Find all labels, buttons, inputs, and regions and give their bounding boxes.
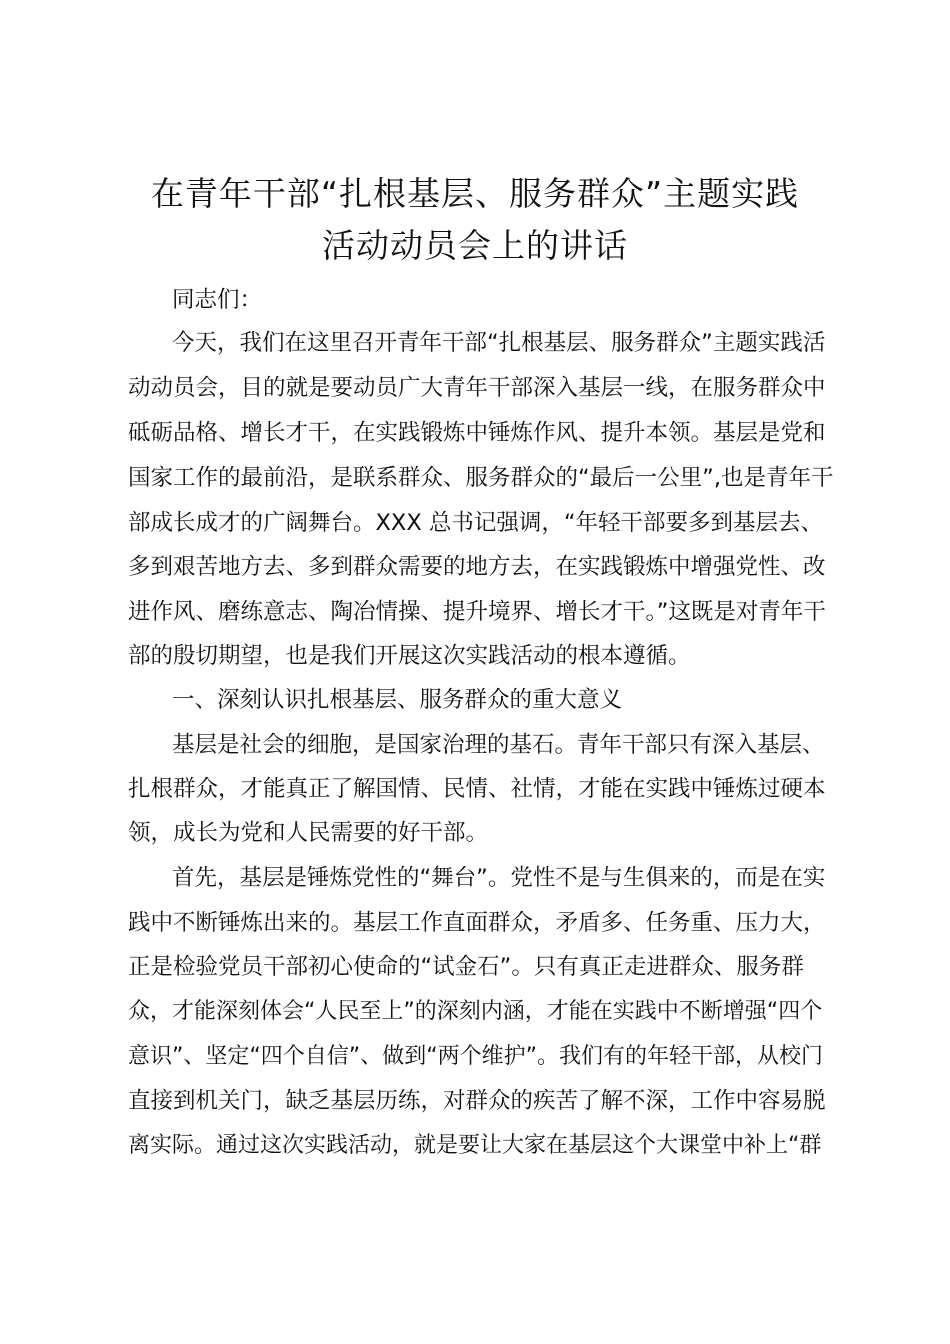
paragraph-line: 国家工作的最前沿，是联系群众、服务群众的“最后一公里”,也是青年干 [128,465,834,491]
paragraph-line: 扎根群众，才能真正了解国情、民情、社情，才能在实践中锤炼过硬本 [128,776,826,802]
paragraph-line: 动动员会，目的就是要动员广大青年干部深入基层一线，在服务群众中 [128,375,826,401]
paragraph-line: 砥砺品格、增长才干，在实践锻炼中锤炼作风、提升本领。基层是党和 [128,420,826,446]
paragraph-line: 正是检验党员干部初心使命的“试金石”。只有真正走进群众、服务群 [128,954,804,980]
paragraph-line: 践中不断锤炼出来的。基层工作直面群众，矛盾多、任务重、压力大， [128,910,826,936]
document-title-line-2: 活动动员会上的讲话 [322,226,628,265]
paragraph-line: 部的殷切期望，也是我们开展这次实践活动的根本遵循。 [128,643,691,669]
paragraph-line: 多到艰苦地方去、多到群众需要的地方去，在实践锻炼中增强党性、改 [128,554,826,580]
paragraph-line: 首先，基层是锤炼党性的“舞台”。党性不是与生俱来的，而是在实 [172,865,826,891]
document-title-line-1: 在青年干部“扎根基层、服务群众”主题实践 [150,174,800,213]
paragraph-line: 今天，我们在这里召开青年干部“扎根基层、服务群众”主题实践活 [172,330,826,356]
section-heading: 一、深刻认识扎根基层、服务群众的重大意义 [172,687,623,713]
paragraph-line: 领，成长为党和人民需要的好干部。 [128,820,489,846]
paragraph-line: 直接到机关门，缺乏基层历练，对群众的疾苦了解不深，工作中容易脱 [128,1088,826,1114]
paragraph-line: 意识”、坚定“四个自信”、做到“两个维护”。我们有的年轻干部，从校门 [128,1044,823,1069]
paragraph-line: 部成长成才的广阔舞台。XXX 总书记强调，“年轻干部要多到基层去、 [128,510,824,536]
paragraph-line: 众，才能深刻体会“人民至上”的深刻内涵，才能在实践中不断增强“四个 [128,999,823,1024]
salutation: 同志们： [172,287,263,313]
paragraph-line: 进作风、磨练意志、陶冶情操、提升境界、增长才干。”这既是对青年干 [128,599,826,625]
paragraph-line: 基层是社会的细胞，是国家治理的基石。青年干部只有深入基层、 [172,732,825,758]
paragraph-line: 离实际。通过这次实践活动，就是要让大家在基层这个大课堂中补上“群 [128,1133,822,1158]
